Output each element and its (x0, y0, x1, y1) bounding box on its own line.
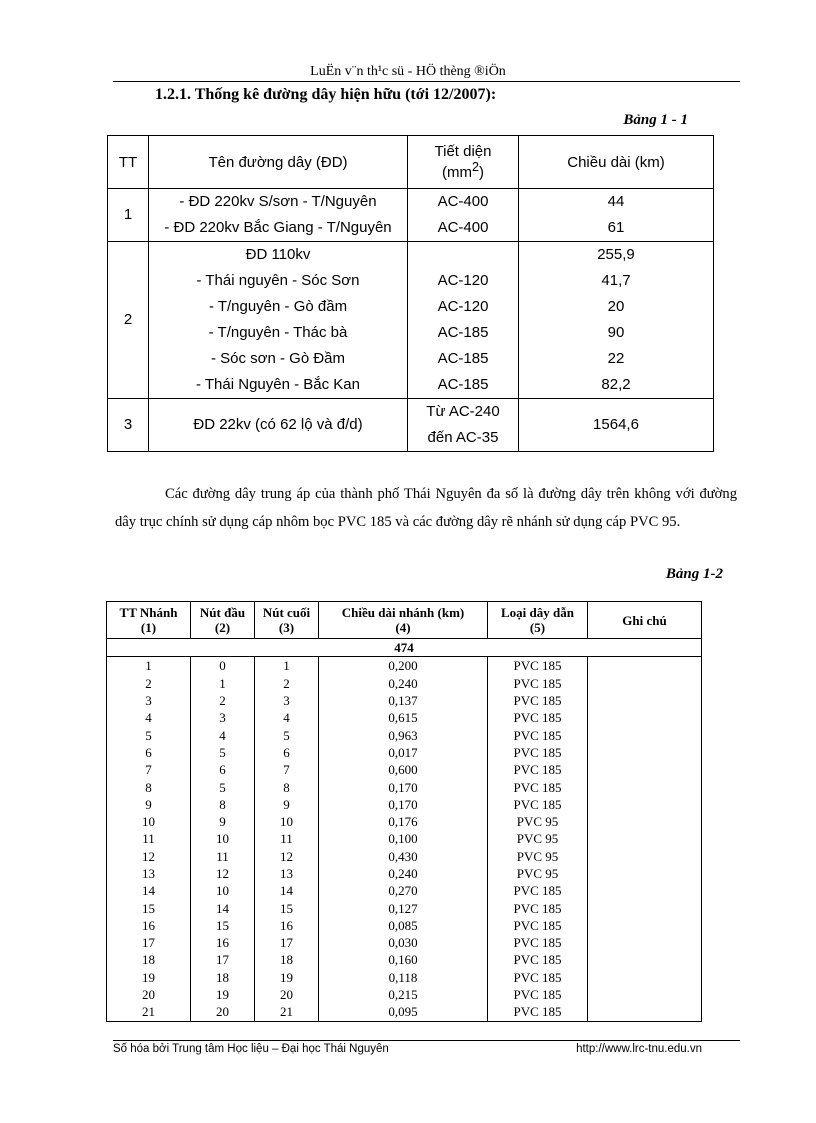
cell-section (408, 399, 519, 452)
footer-source: Số hóa bởi Trung tâm Học liệu – Đại học Thái Nguyên (113, 1043, 389, 1055)
table1-row (108, 294, 714, 320)
cell-note (588, 1003, 702, 1021)
cell-note (588, 778, 702, 795)
cell-length: 1564,6 (519, 399, 714, 452)
cell-start-node: 3 (191, 709, 255, 726)
cell-start-node: 11 (191, 848, 255, 865)
cell-conductor-type: PVC 185 (488, 744, 588, 761)
cell-start-node: 10 (191, 830, 255, 847)
cell-end-node: 10 (255, 813, 319, 830)
cell-branch-no: 3 (107, 692, 191, 709)
table2-row (107, 744, 702, 761)
col-conductor-type: Loại dây dẫn (5) (488, 602, 588, 639)
cell-note (588, 951, 702, 968)
footer-rule (113, 1040, 740, 1041)
cell-branch-length: 0,200 (319, 657, 488, 675)
cell-branch-length: 0,137 (319, 692, 488, 709)
cell-conductor-type: PVC 185 (488, 899, 588, 916)
cell-section: AC-400 (408, 189, 519, 216)
cell-section (408, 242, 519, 269)
cell-length: 20 (519, 294, 714, 320)
cell-branch-no: 5 (107, 726, 191, 743)
cell-end-node: 13 (255, 865, 319, 882)
cell-branch-no: 6 (107, 744, 191, 761)
cell-note (588, 882, 702, 899)
cell-note (588, 969, 702, 986)
cell-note (588, 761, 702, 778)
cell-end-node: 1 (255, 657, 319, 675)
col-branch-no: TT Nhánh (1) (107, 602, 191, 639)
table-power-lines (107, 135, 714, 452)
table1-row (108, 372, 714, 399)
cell-end-node: 8 (255, 778, 319, 795)
col-start-node: Nút đầu (2) (191, 602, 255, 639)
cell-end-node: 6 (255, 744, 319, 761)
cell-end-node: 2 (255, 675, 319, 692)
cell-branch-no: 17 (107, 934, 191, 951)
cell-branch-length: 0,615 (319, 709, 488, 726)
cell-conductor-type: PVC 185 (488, 951, 588, 968)
cell-conductor-type: PVC 185 (488, 934, 588, 951)
group-label: 474 (107, 639, 702, 657)
cell-end-node: 3 (255, 692, 319, 709)
cell-branch-length: 0,095 (319, 1003, 488, 1021)
cell-conductor-type: PVC 185 (488, 917, 588, 934)
cell-line-name: ĐD 22kv (có 62 lộ và đ/d) (149, 399, 408, 452)
section-title: 1.2.1. Thống kê đường dây hiện hữu (tới 12/2007): (155, 86, 497, 103)
cell-branch-no: 9 (107, 796, 191, 813)
cell-end-node: 14 (255, 882, 319, 899)
cell-section: AC-400 (408, 215, 519, 242)
cell-branch-no: 7 (107, 761, 191, 778)
table2-row (107, 830, 702, 847)
table2-row (107, 796, 702, 813)
cell-line-name: - T/nguyên - Gò đầm (149, 294, 408, 320)
cell-conductor-type: PVC 95 (488, 830, 588, 847)
cell-conductor-type: PVC 185 (488, 1003, 588, 1021)
table2-row (107, 726, 702, 743)
cell-branch-length: 0,160 (319, 951, 488, 968)
body-paragraph: Các đường dây trung áp của thành phố Thái Nguyên đa số là đường dây trên không với đường dây trục chính sử dụng cáp nhôm bọc PVC 185 và các đường dây rẽ nhánh sử dụng cáp PVC 95. (115, 486, 737, 530)
cell-note (588, 813, 702, 830)
cell-conductor-type: PVC 185 (488, 882, 588, 899)
cell-start-node: 20 (191, 1003, 255, 1021)
cell-end-node: 12 (255, 848, 319, 865)
table2-caption: Bảng 1-2 (665, 566, 723, 582)
col-section-sup: 2 (472, 160, 479, 174)
cell-note (588, 934, 702, 951)
cell-branch-no: 14 (107, 882, 191, 899)
cell-branch-no: 13 (107, 865, 191, 882)
cell-note (588, 917, 702, 934)
col-section-close: ) (478, 164, 484, 181)
footer-url[interactable]: http://www.lrc-tnu.edu.vn (576, 1043, 702, 1055)
cell-start-node: 12 (191, 865, 255, 882)
col-line-name: Tên đường dây (ĐD) (149, 136, 408, 189)
table2-header-row (107, 602, 702, 639)
cell-note (588, 796, 702, 813)
cell-length: 61 (519, 215, 714, 242)
table1-row (108, 189, 714, 216)
cell-conductor-type: PVC 95 (488, 813, 588, 830)
group-row (107, 639, 702, 657)
table1-body (108, 189, 714, 452)
cell-branch-length: 0,118 (319, 969, 488, 986)
cell-branch-no: 21 (107, 1003, 191, 1021)
table2-row (107, 1003, 702, 1021)
cell-start-node: 16 (191, 934, 255, 951)
table2-row (107, 848, 702, 865)
table2-row (107, 986, 702, 1003)
cell-start-node: 9 (191, 813, 255, 830)
table1-row (108, 215, 714, 242)
table2-row (107, 709, 702, 726)
cell-branch-no: 19 (107, 969, 191, 986)
table2-row (107, 761, 702, 778)
col-end-node: Nút cuối (3) (255, 602, 319, 639)
table2-body (107, 639, 702, 1022)
table1-row (108, 346, 714, 372)
cell-section: AC-120 (408, 268, 519, 294)
cell-start-node: 2 (191, 692, 255, 709)
cell-length: 255,9 (519, 242, 714, 269)
cell-branch-length: 0,240 (319, 675, 488, 692)
cell-note (588, 657, 702, 675)
cell-conductor-type: PVC 185 (488, 709, 588, 726)
cell-end-node: 20 (255, 986, 319, 1003)
cell-conductor-type: PVC 95 (488, 848, 588, 865)
cell-start-node: 5 (191, 744, 255, 761)
table2-row (107, 951, 702, 968)
cell-end-node: 15 (255, 899, 319, 916)
cell-line-name: - ĐD 220kv S/sơn - T/Nguyên (149, 189, 408, 216)
cell-start-node: 1 (191, 675, 255, 692)
cell-branch-no: 2 (107, 675, 191, 692)
cell-branch-no: 18 (107, 951, 191, 968)
cell-branch-no: 8 (107, 778, 191, 795)
cell-start-node: 4 (191, 726, 255, 743)
cell-length: 41,7 (519, 268, 714, 294)
cell-start-node: 6 (191, 761, 255, 778)
col-branch-length: Chiều dài nhánh (km) (4) (319, 602, 488, 639)
table2-row (107, 778, 702, 795)
table2-row (107, 882, 702, 899)
cell-note (588, 986, 702, 1003)
cell-tt: 2 (108, 242, 149, 399)
cell-branch-length: 0,030 (319, 934, 488, 951)
cell-branch-length: 0,170 (319, 778, 488, 795)
table2-row (107, 917, 702, 934)
table2-row (107, 865, 702, 882)
cell-branch-length: 0,127 (319, 899, 488, 916)
cell-end-node: 18 (255, 951, 319, 968)
table2-row (107, 813, 702, 830)
cell-branch-length: 0,270 (319, 882, 488, 899)
cell-start-node: 0 (191, 657, 255, 675)
cell-length: 22 (519, 346, 714, 372)
table1-row (108, 242, 714, 269)
cell-line-name: - T/nguyên - Thác bà (149, 320, 408, 346)
cell-start-node: 5 (191, 778, 255, 795)
table2-row (107, 657, 702, 675)
cell-length: 82,2 (519, 372, 714, 399)
cell-conductor-type: PVC 185 (488, 675, 588, 692)
cell-end-node: 4 (255, 709, 319, 726)
cell-branch-length: 0,170 (319, 796, 488, 813)
cell-start-node: 17 (191, 951, 255, 968)
table1-caption: Bảng 1 - 1 (623, 112, 688, 128)
cell-branch-no: 15 (107, 899, 191, 916)
cell-note (588, 830, 702, 847)
cell-branch-length: 0,215 (319, 986, 488, 1003)
cell-conductor-type: PVC 185 (488, 796, 588, 813)
col-length: Chiều dài (km) (519, 136, 714, 189)
cell-line-name: ĐD 110kv (149, 242, 408, 269)
table1-row (108, 320, 714, 346)
cell-branch-length: 0,600 (319, 761, 488, 778)
cell-branch-length: 0,100 (319, 830, 488, 847)
table1-row (108, 399, 714, 452)
cell-length: 90 (519, 320, 714, 346)
cell-line-name: - Sóc sơn - Gò Đầm (149, 346, 408, 372)
cell-branch-length: 0,240 (319, 865, 488, 882)
cell-note (588, 692, 702, 709)
cell-start-node: 10 (191, 882, 255, 899)
header-rule (113, 81, 740, 82)
table1-row (108, 268, 714, 294)
cell-conductor-type: PVC 95 (488, 865, 588, 882)
cell-start-node: 19 (191, 986, 255, 1003)
table2-row (107, 934, 702, 951)
cell-conductor-type: PVC 185 (488, 726, 588, 743)
cell-branch-no: 1 (107, 657, 191, 675)
cell-conductor-type: PVC 185 (488, 778, 588, 795)
cell-note (588, 726, 702, 743)
table1-header-row (108, 136, 714, 189)
cell-branch-length: 0,430 (319, 848, 488, 865)
cell-note (588, 744, 702, 761)
cell-branch-no: 12 (107, 848, 191, 865)
col-section (408, 136, 519, 189)
cell-branch-length: 0,085 (319, 917, 488, 934)
col-tt: TT (108, 136, 149, 189)
table2-row (107, 969, 702, 986)
cell-end-node: 5 (255, 726, 319, 743)
cell-conductor-type: PVC 185 (488, 761, 588, 778)
cell-end-node: 21 (255, 1003, 319, 1021)
cell-branch-length: 0,963 (319, 726, 488, 743)
cell-note (588, 865, 702, 882)
cell-end-node: 9 (255, 796, 319, 813)
cell-tt: 3 (108, 399, 149, 452)
cell-end-node: 11 (255, 830, 319, 847)
cell-note (588, 899, 702, 916)
cell-branch-no: 20 (107, 986, 191, 1003)
cell-end-node: 7 (255, 761, 319, 778)
cell-start-node: 18 (191, 969, 255, 986)
col-section-line2: (mm (442, 164, 473, 181)
cell-note (588, 709, 702, 726)
cell-start-node: 14 (191, 899, 255, 916)
cell-conductor-type: PVC 185 (488, 657, 588, 675)
cell-section: AC-120 (408, 294, 519, 320)
cell-line-name: - Thái nguyên - Sóc Sơn (149, 268, 408, 294)
cell-conductor-type: PVC 185 (488, 986, 588, 1003)
cell-conductor-type: PVC 185 (488, 969, 588, 986)
cell-start-node: 8 (191, 796, 255, 813)
cell-end-node: 19 (255, 969, 319, 986)
cell-section: AC-185 (408, 320, 519, 346)
cell-conductor-type: PVC 185 (488, 692, 588, 709)
cell-branch-no: 10 (107, 813, 191, 830)
cell-section: AC-185 (408, 346, 519, 372)
cell-end-node: 17 (255, 934, 319, 951)
table2-row (107, 675, 702, 692)
table2-row (107, 899, 702, 916)
cell-section-line1: Từ AC-240 (426, 403, 500, 420)
cell-branch-no: 11 (107, 830, 191, 847)
cell-section-line2: đến AC-35 (427, 429, 499, 446)
running-header: LuËn v¨n th¹c sü - HÖ thèng ®iÖn (310, 64, 506, 79)
cell-start-node: 15 (191, 917, 255, 934)
table-branches (106, 601, 702, 1022)
cell-line-name: - Thái Nguyên - Bắc Kan (149, 372, 408, 399)
cell-tt: 1 (108, 189, 149, 242)
cell-note (588, 848, 702, 865)
col-section-line1: Tiết diện (434, 143, 492, 160)
table2-row (107, 692, 702, 709)
cell-branch-length: 0,176 (319, 813, 488, 830)
cell-end-node: 16 (255, 917, 319, 934)
cell-note (588, 675, 702, 692)
cell-length: 44 (519, 189, 714, 216)
cell-branch-no: 16 (107, 917, 191, 934)
cell-section: AC-185 (408, 372, 519, 399)
cell-branch-no: 4 (107, 709, 191, 726)
col-note: Ghi chú (588, 602, 702, 639)
cell-line-name: - ĐD 220kv Bắc Giang - T/Nguyên (149, 215, 408, 242)
cell-branch-length: 0,017 (319, 744, 488, 761)
